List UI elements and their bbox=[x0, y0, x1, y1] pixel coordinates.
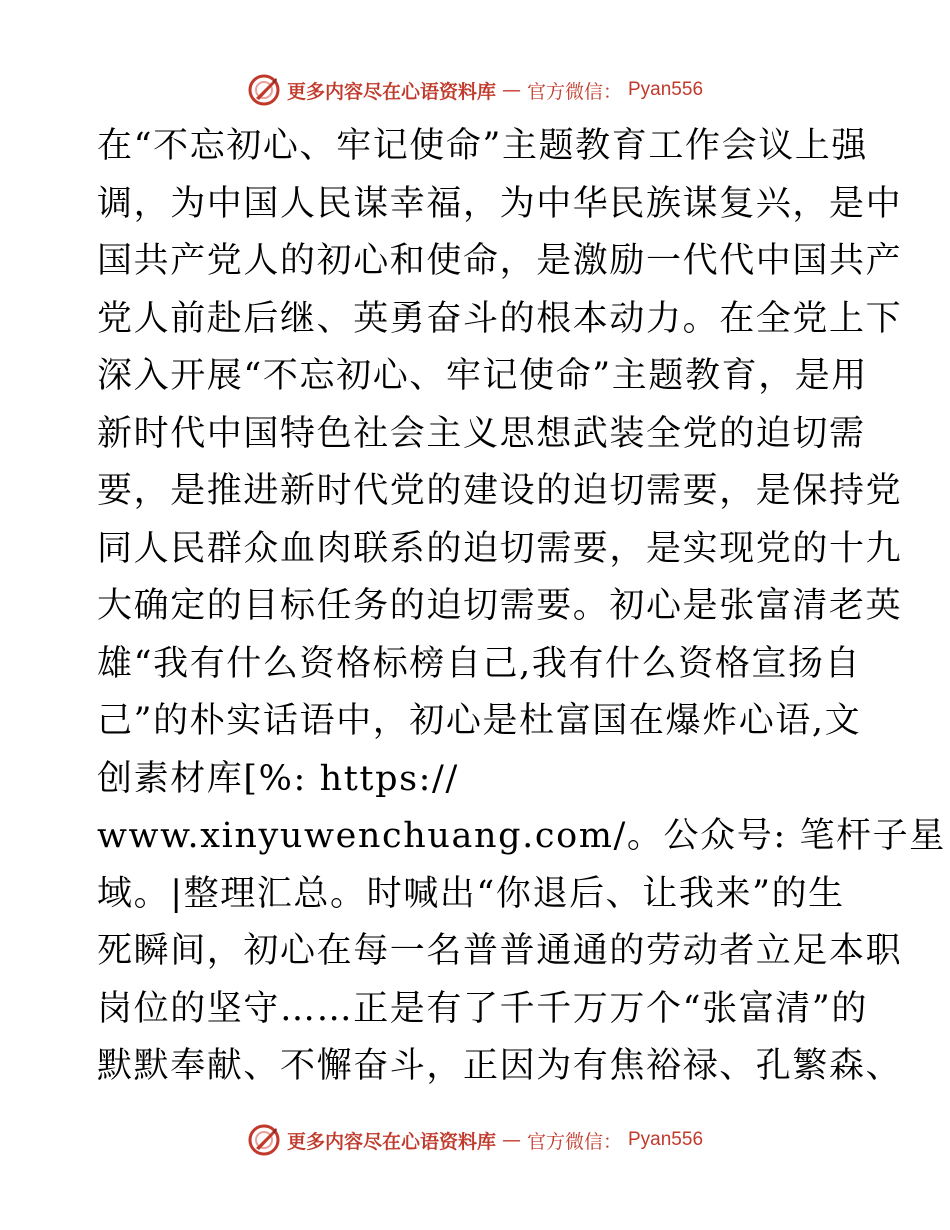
banner-separator: — bbox=[501, 79, 521, 101]
banner-official-label: 官方微信： bbox=[526, 80, 622, 103]
banner-wechat-id: Pyan556 bbox=[628, 79, 704, 100]
text-line: 大确定的目标任务的迫切需要。初心是张富清老英 bbox=[97, 586, 903, 626]
text-line: 创素材库[%: https:// bbox=[97, 758, 459, 799]
document-body bbox=[97, 118, 946, 1096]
text-line: 国共产党人的初心和使命，是激励一代代中国共产 bbox=[97, 241, 903, 281]
banner-wechat-id: Pyan556 bbox=[628, 1129, 704, 1150]
banner-separator: — bbox=[501, 1129, 521, 1151]
text-line: 新时代中国特色社会主义思想武装全党的迫切需 bbox=[97, 413, 866, 454]
footer-banner bbox=[0, 1120, 950, 1160]
text-line: 深入开展“不忘初心、牢记使命”主题教育，是用 bbox=[97, 356, 868, 396]
text-line: 同人民群众血肉联系的迫切需要，是实现党的十九 bbox=[97, 528, 903, 569]
text-line: 雄“我有什么资格标榜自己,我有什么资格宣扬自 bbox=[97, 643, 862, 684]
brand-logo-icon bbox=[247, 73, 281, 107]
banner-brand-text: 更多内容尽在心语资料库 bbox=[286, 80, 496, 103]
banner-brand-text: 更多内容尽在心语资料库 bbox=[286, 1130, 496, 1153]
text-line: 默默奉献、不懈奋斗，正因为有焦裕禄、孔繁森、 bbox=[97, 1046, 903, 1086]
banner-official-label: 官方微信： bbox=[526, 1130, 622, 1153]
text-line: 域。|整理汇总。时喊出“你退后、让我来”的生 bbox=[97, 873, 845, 914]
header-banner bbox=[0, 70, 950, 110]
text-line: 在“不忘初心、牢记使命”主题教育工作会议上强 bbox=[97, 126, 868, 166]
text-line: 调，为中国人民谋幸福，为中华民族谋复兴，是中 bbox=[97, 183, 903, 224]
brand-logo-icon bbox=[247, 1123, 281, 1157]
text-line: www.xinyuwenchuang.com/。公众号: 笔杆子星 bbox=[97, 816, 946, 856]
text-line: 党人前赴后继、英勇奋斗的根本动力。在全党上下 bbox=[97, 298, 903, 339]
text-line: 死瞬间，初心在每一名普普通通的劳动者立足本职 bbox=[97, 931, 903, 971]
text-line: 要，是推进新时代党的建设的迫切需要，是保持党 bbox=[97, 471, 903, 511]
text-line: 岗位的坚守……正是有了千千万万个“张富清”的 bbox=[97, 988, 868, 1029]
text-line: 己”的朴实话语中，初心是杜富国在爆炸心语,文 bbox=[97, 701, 862, 741]
